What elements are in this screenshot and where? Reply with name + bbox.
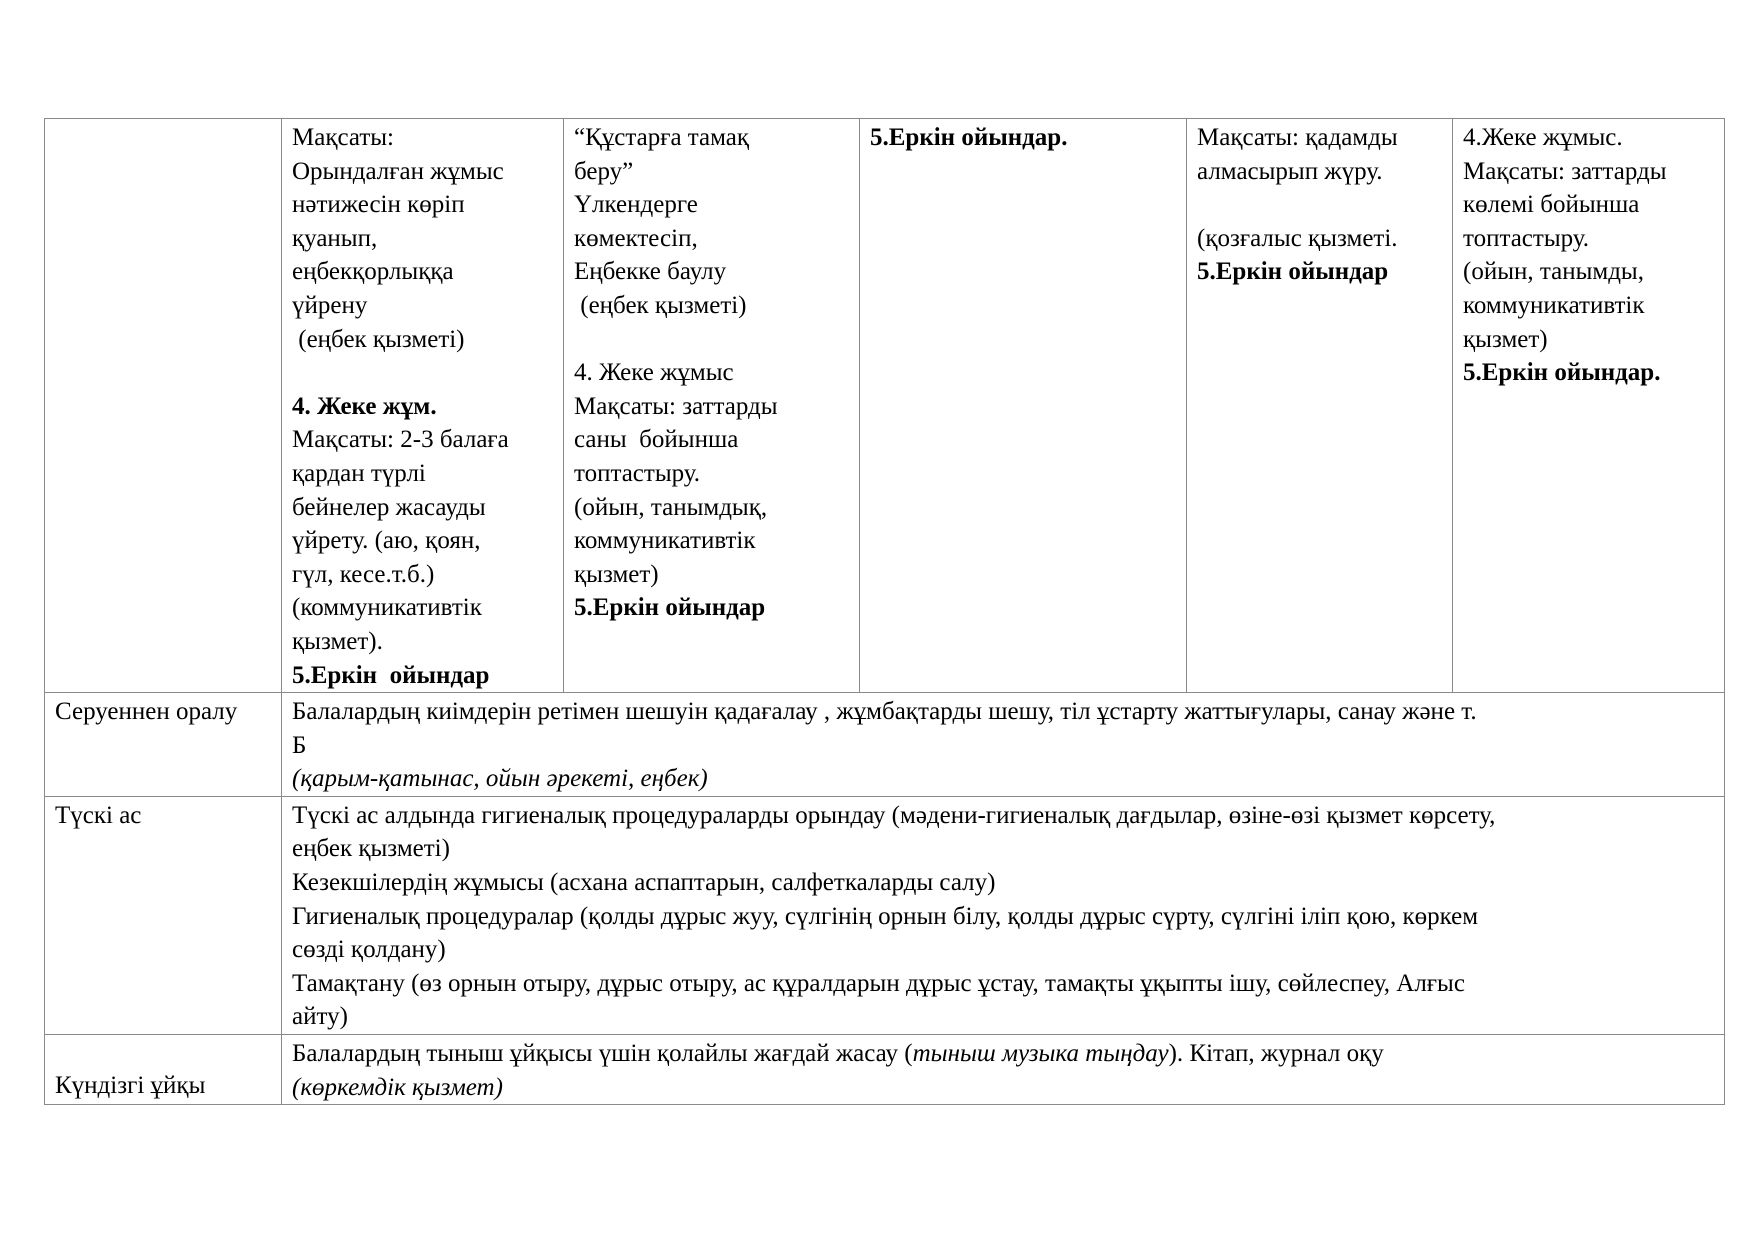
row-content-cell — [282, 1035, 1725, 1105]
text-line: алмасырып жүру. — [1197, 157, 1383, 185]
day-cell-4 — [1187, 119, 1453, 693]
section-footer: 5.Еркін ойындар. — [1463, 359, 1661, 387]
blank-line — [292, 356, 553, 390]
text-line: гүл, кесе.т.б.) — [292, 560, 435, 588]
text-line: Кезекшілердің жұмысы (асхана аспаптарын, салфеткаларды салу) — [292, 869, 996, 897]
text-line: (еңбек қызметі) — [292, 325, 465, 353]
text-line: Мақсаты: қадамды — [1197, 124, 1398, 151]
text-line: топтастыру. — [574, 459, 701, 487]
text-line: қызмет). — [292, 627, 383, 655]
section-heading: 5.Еркін ойындар. — [870, 124, 1068, 151]
activity-type-line: (көркемдік қызмет) — [292, 1073, 503, 1101]
row-label-cell — [45, 119, 282, 693]
document-page — [44, 118, 1724, 1105]
text-line: Еңбекке баулу — [574, 258, 727, 286]
text-line: 4.Жеке жұмыс. — [1463, 124, 1623, 151]
text-line: (ойын, танымдық, — [574, 493, 768, 521]
section-footer: 5.Еркін ойындар — [292, 661, 490, 689]
daily-plan-table — [44, 118, 1725, 1105]
text-line: топтастыру. — [1463, 224, 1590, 252]
text-line: саны бойынша — [574, 426, 739, 454]
text-line: қызмет) — [574, 560, 659, 588]
text-line: (қозғалыс қызметі. — [1197, 224, 1398, 252]
text-line: қардан түрлі — [292, 459, 426, 487]
row-content-cell — [282, 796, 1725, 1034]
text-line: беру” — [574, 157, 634, 185]
row-label: Түскі ас — [55, 801, 142, 829]
table-row — [45, 1035, 1725, 1105]
text-line: Гигиеналық процедуралар (қолды дұрыс жуу, сүлгінің орнын білу, қолды дұрыс сүрту, сүлгіні іліп қою, көркем — [292, 902, 1479, 930]
text-line: 4. Жеке жұмыс — [574, 359, 734, 387]
text-line: көмектесіп, — [574, 224, 698, 252]
text-line: үйрету. (аю, қоян, — [292, 527, 481, 555]
text-segment-italic: тыныш музыка тыңдау — [912, 1040, 1169, 1068]
day-cell-5 — [1453, 119, 1725, 693]
text-line: Үлкендерге — [574, 191, 698, 219]
row-label: Күндізгі ұйқы — [55, 1071, 206, 1099]
day-cell-2 — [564, 119, 860, 693]
text-line: бейнелер жасауды — [292, 493, 486, 521]
row-label-cell — [45, 796, 282, 1034]
day-cell-1 — [282, 119, 564, 693]
text-line: сөзді қолдану) — [292, 936, 446, 964]
text-line: Мақсаты: заттарды — [1463, 157, 1667, 185]
section-footer: 5.Еркін ойындар — [574, 594, 766, 622]
text-line: көлемі бойынша — [1463, 191, 1640, 219]
day-cell-3 — [860, 119, 1187, 693]
table-row — [45, 796, 1725, 1034]
text-line: еңбекқорлыққа — [292, 258, 454, 286]
text-line: айту) — [292, 1003, 348, 1031]
section-footer: 5.Еркін ойындар — [1197, 258, 1389, 286]
text-line: үйрену — [292, 291, 368, 319]
section-heading: 4. Жеке жұм. — [292, 392, 437, 420]
row-label-cell — [45, 1035, 282, 1105]
text-line: (еңбек қызметі) — [574, 291, 747, 319]
text-line: Мақсаты: заттарды — [574, 392, 778, 420]
text-line: еңбек қызметі) — [292, 835, 450, 863]
activity-type-line: (қарым-қатынас, ойын әрекеті, еңбек) — [292, 765, 708, 793]
row-label-cell — [45, 693, 282, 797]
text-line: қызмет) — [1463, 325, 1548, 353]
text-line: Орындалған жұмыс — [292, 157, 504, 185]
text-line: Түскі ас алдында гигиеналық процедураларды орындау (мәдени-гигиеналық дағдылар, өзіне-өзі қызмет көрсету, — [292, 801, 1496, 829]
text-segment: Балалардың тыныш ұйқысы үшін қолайлы жағдай жасау ( — [292, 1040, 913, 1068]
text-line: Б — [292, 731, 307, 759]
text-line: коммуникативтік — [574, 527, 756, 555]
text-line: Мақсаты: — [292, 124, 394, 151]
text-segment: ). Кітап, журнал оқу — [1168, 1040, 1384, 1068]
text-line: Тамақтану (өз орнын отыру, дұрыс отыру, ас құралдарын дұрыс ұстау, тамақты ұқыпты ішу, сөйлеспеу, Алғыс — [292, 969, 1465, 997]
row-label: Серуеннен оралу — [55, 698, 238, 726]
text-line: “Құстарға тамақ — [574, 124, 750, 151]
text-line: (ойын, танымды, — [1463, 258, 1644, 286]
text-line: коммуникативтік — [1463, 291, 1645, 319]
row-content-cell — [282, 693, 1725, 797]
text-line: нәтижесін көріп — [292, 191, 465, 219]
text-line — [292, 1037, 1714, 1071]
text-line: Мақсаты: 2-3 балаға — [292, 426, 509, 454]
table-row — [45, 693, 1725, 797]
text-line: қуанып, — [292, 224, 378, 252]
blank-line — [574, 323, 849, 357]
blank-line — [1197, 188, 1442, 222]
table-row — [45, 119, 1725, 693]
text-line: (коммуникативтік — [292, 594, 482, 622]
text-line: Балалардың киімдерін ретімен шешуін қадағалау , жұмбақтарды шешу, тіл ұстарту жаттығулары, санау және т. — [292, 698, 1477, 726]
